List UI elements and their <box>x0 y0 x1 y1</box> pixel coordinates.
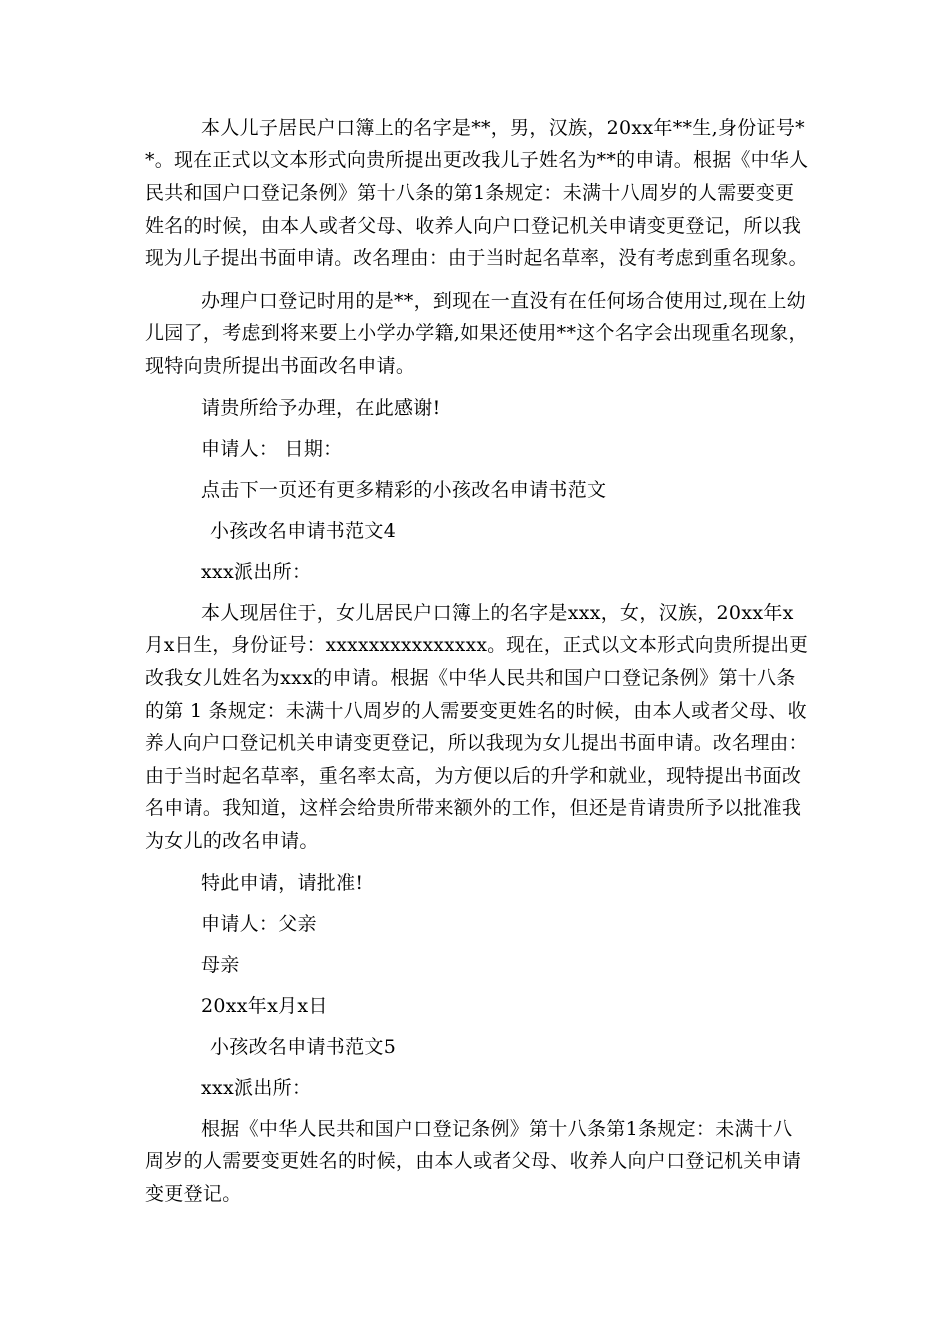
applicant-father-line: 申请人：父亲 <box>201 913 317 935</box>
para1-line-4: 姓名的时候，由本人或者父母、收养人向户口登记机关申请变更登记，所以我 <box>145 215 802 237</box>
para1-line-3: 民共和国户口登记条例》第十八条的第1条规定：未满十八周岁的人需要变更 <box>145 182 795 204</box>
para4-line-3: 改我女儿姓名为xxx的申请。根据《中华人民共和国户口登记条例》第十八条 <box>145 667 796 689</box>
para5-line-1: 根据《中华人民共和国户口登记条例》第十八条第1条规定：未满十八 <box>201 1118 793 1140</box>
para1-line-2: *。现在正式以文本形式向贵所提出更改我儿子姓名为**的申请。根据《中华人 <box>145 149 809 171</box>
para2-line-1: 办理户口登记时用的是**，到现在一直没有在任何场合使用过,现在上幼 <box>201 290 806 312</box>
para4-line-5: 养人向户口登记机关申请变更登记，所以我现为女儿提出书面申请。改名理由： <box>145 732 808 754</box>
para2-line-2: 儿园了，考虑到将来要上小学办学籍,如果还使用**这个名字会出现重名现象， <box>145 322 808 344</box>
date-sample-4: 20xx年x月x日 <box>201 995 328 1017</box>
para1-line-1: 本人儿子居民户口簿上的名字是**，男，汉族，20xx年**生,身份证号* <box>201 117 805 139</box>
para5-line-3: 变更登记。 <box>145 1183 242 1205</box>
mother-line: 母亲 <box>201 954 240 976</box>
heading-sample-5: 小孩改名申请书范文5 <box>210 1036 397 1058</box>
salutation-sample-5: xxx派出所： <box>201 1077 312 1099</box>
para4-line-1: 本人现居住于，女儿居民户口簿上的名字是xxx，女，汉族，20xx年x <box>201 602 794 624</box>
next-page-note: 点击下一页还有更多精彩的小孩改名申请书范文 <box>201 479 607 501</box>
salutation-sample-4: xxx派出所： <box>201 561 312 583</box>
para1-line-5: 现为儿子提出书面申请。改名理由：由于当时起名草率，没有考虑到重名现象。 <box>145 247 808 269</box>
para2-line-3: 现特向贵所提出书面改名申请。 <box>145 355 416 377</box>
approve-line: 特此申请，请批准! <box>201 872 364 894</box>
heading-sample-4: 小孩改名申请书范文4 <box>210 520 397 542</box>
para4-line-2: 月x日生，身份证号：xxxxxxxxxxxxxxx。现在，正式以文本形式向贵所提出更 <box>145 634 809 656</box>
applicant-date-line: 申请人： 日期： <box>201 438 343 460</box>
thanks-line: 请贵所给予办理，在此感谢! <box>201 397 441 419</box>
para4-line-6: 由于当时起名草率，重名率太高，为方便以后的升学和就业，现特提出书面改 <box>145 765 802 787</box>
para4-line-8: 为女儿的改名申请。 <box>145 830 319 852</box>
para5-line-2: 周岁的人需要变更姓名的时候，由本人或者父母、收养人向户口登记机关申请 <box>145 1150 802 1172</box>
para4-line-7: 名申请。我知道，这样会给贵所带来额外的工作，但还是肯请贵所予以批准我 <box>145 797 802 819</box>
para4-line-4: 的第 1 条规定：未满十八周岁的人需要变更姓名的时候，由本人或者父母、收 <box>145 700 807 722</box>
